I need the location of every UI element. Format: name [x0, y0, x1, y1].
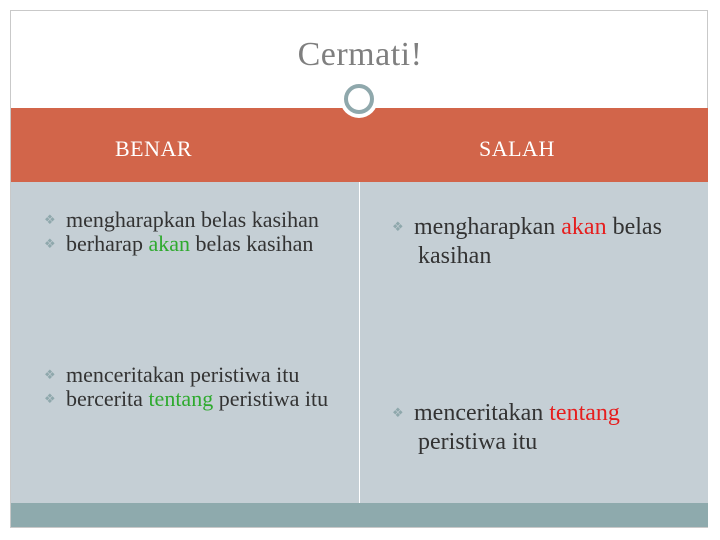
bullet-icon: ❖ — [44, 236, 56, 251]
header-benar: BENAR — [115, 136, 193, 161]
table-footer — [11, 503, 708, 527]
header-salah: SALAH — [479, 136, 555, 161]
list-item — [20, 208, 350, 232]
list-item — [20, 363, 355, 387]
item-text: belas kasihan — [189, 231, 314, 256]
cell-salah-row-2 — [368, 398, 688, 457]
highlight-correct: tentang — [148, 386, 214, 411]
column-divider — [359, 182, 360, 503]
bullet-icon: ❖ — [44, 391, 56, 406]
highlight-correct: akan — [148, 231, 190, 256]
highlight-wrong: tentang — [549, 400, 620, 426]
bullet-icon: ❖ — [44, 367, 56, 382]
cell-benar-row-1 — [20, 208, 350, 256]
item-text: belas kasihan — [418, 214, 662, 269]
cell-salah-row-1 — [368, 212, 693, 271]
list-item — [20, 387, 355, 411]
item-text: berharap — [66, 231, 149, 256]
table-header — [11, 108, 708, 182]
ring-inner-icon — [344, 84, 374, 114]
item-text: mengharapkan belas kasihan — [66, 207, 319, 232]
list-item — [368, 212, 693, 271]
item-text: peristiwa itu — [213, 386, 329, 411]
item-text: peristiwa itu — [418, 429, 538, 455]
item-text: mengharapkan — [414, 214, 562, 240]
cell-benar-row-2 — [20, 363, 355, 411]
bullet-icon: ❖ — [44, 212, 56, 227]
slide-title: Cermati! — [297, 36, 423, 73]
list-item — [20, 232, 350, 256]
list-item — [368, 398, 688, 457]
bullet-icon: ❖ — [392, 405, 404, 420]
item-text: menceritakan — [414, 400, 550, 426]
item-text: menceritakan peristiwa itu — [66, 362, 300, 387]
bullet-icon: ❖ — [392, 219, 404, 234]
item-text: bercerita — [66, 386, 149, 411]
highlight-wrong: akan — [561, 214, 607, 240]
ring-ornament-icon — [340, 80, 378, 118]
